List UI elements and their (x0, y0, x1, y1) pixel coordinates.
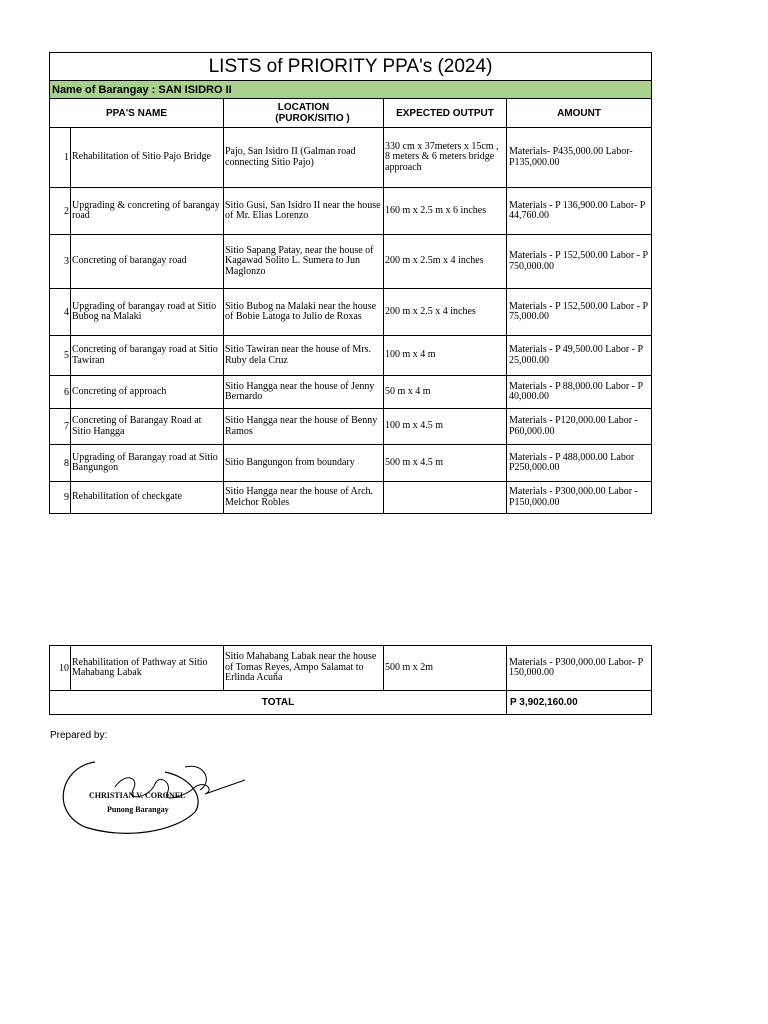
location: Sitio Bubog na Malaki near the house of Bobie Latoga to Julio de Roxas (224, 289, 384, 336)
amount: Materials - P300,000.00 Labor- P 150,000.00 (507, 646, 652, 691)
prepared-by-label: Prepared by: (50, 730, 108, 741)
amount: Materials - P 152,500.00 Labor - P 75,000.00 (507, 289, 652, 336)
table-row (50, 289, 652, 336)
ppa-name: Rehabilitation of Pathway at Sitio Mahabang Labak (71, 646, 224, 691)
ppa-table-continuation (49, 645, 651, 715)
location: Sitio Hangga near the house of Benny Ramos (224, 409, 384, 445)
signature-image (55, 742, 255, 842)
location: Sitio Sapang Patay, near the house of Kagawad Solito L. Sumera to Jun Maglonzo (224, 235, 384, 289)
table-row (50, 376, 652, 409)
row-number: 10 (50, 646, 71, 691)
ppa-name: Rehabilitation of checkgate (71, 482, 224, 514)
ppa-name: Concreting of approach (71, 376, 224, 409)
table-row (50, 482, 652, 514)
signatory-name: CHRISTIAN V. CORONEL (89, 791, 186, 800)
row-number: 1 (50, 128, 71, 188)
location: Sitio Gusi, San Isidro II near the house of Mr. Elias Lorenzo (224, 188, 384, 235)
expected-output: 160 m x 2.5 m x 6 inches (384, 188, 507, 235)
expected-output: 50 m x 4 m (384, 376, 507, 409)
location: Sitio Hangga near the house of Arch. Melchor Robles (224, 482, 384, 514)
location: Sitio Bangungon from boundary (224, 445, 384, 482)
header-expected-output: EXPECTED OUTPUT (384, 99, 507, 128)
ppa-name: Concreting of barangay road (71, 235, 224, 289)
ppa-name: Rehabilitation of Sitio Pajo Bridge (71, 128, 224, 188)
expected-output: 500 m x 2m (384, 646, 507, 691)
expected-output: 200 m x 2.5 x 4 inches (384, 289, 507, 336)
ppa-table-part2 (49, 645, 652, 715)
location: Sitio Mahabang Labak near the house of Tomas Reyes, Ampo Salamat to Erlinda Acuña (224, 646, 384, 691)
table-row (50, 336, 652, 376)
row-number: 9 (50, 482, 71, 514)
row-number: 7 (50, 409, 71, 445)
page-title: LISTS of PRIORITY PPA's (2024) (50, 53, 652, 81)
expected-output: 500 m x 4.5 m (384, 445, 507, 482)
table-row (50, 235, 652, 289)
amount: Materials - P300,000.00 Labor - P150,000.00 (507, 482, 652, 514)
row-number: 8 (50, 445, 71, 482)
barangay-name: Name of Barangay : SAN ISIDRO II (50, 81, 652, 99)
expected-output: 330 cm x 37meters x 15cm , 8 meters & 6 meters bridge approach (384, 128, 507, 188)
amount: Materials - P 488,000.00 Labor P250,000.00 (507, 445, 652, 482)
ppa-table-container (49, 52, 651, 514)
header-amount: AMOUNT (507, 99, 652, 128)
header-location-line1: LOCATION (277, 102, 330, 113)
row-number: 6 (50, 376, 71, 409)
row-number: 2 (50, 188, 71, 235)
row-number: 4 (50, 289, 71, 336)
ppa-name: Concreting of Barangay Road at Sitio Hangga (71, 409, 224, 445)
row-number: 5 (50, 336, 71, 376)
ppa-name: Concreting of barangay road at Sitio Tawiran (71, 336, 224, 376)
location: Pajo, San Isidro II (Galman road connecting Sitio Pajo) (224, 128, 384, 188)
expected-output: 200 m x 2.5m x 4 inches (384, 235, 507, 289)
location: Sitio Tawiran near the house of Mrs. Ruby dela Cruz (224, 336, 384, 376)
ppa-name: Upgrading & concreting of barangay road (71, 188, 224, 235)
header-location (224, 99, 384, 128)
expected-output: 100 m x 4 m (384, 336, 507, 376)
table-row (50, 128, 652, 188)
amount: Materials - P 88,000.00 Labor - P 40,000.00 (507, 376, 652, 409)
amount: Materials - P 49,500.00 Labor - P 25,000.00 (507, 336, 652, 376)
ppa-table (49, 52, 652, 514)
amount: Materials- P435,000.00 Labor- P135,000.00 (507, 128, 652, 188)
table-row (50, 646, 652, 691)
expected-output: 100 m x 4.5 m (384, 409, 507, 445)
ppa-name: Upgrading of barangay road at Sitio Bubog na Malaki (71, 289, 224, 336)
amount: Materials - P 152,500.00 Labor - P 750,000.00 (507, 235, 652, 289)
location: Sitio Hangga near the house of Jenny Bernardo (224, 376, 384, 409)
amount: Materials - P120,000.00 Labor - P60,000.00 (507, 409, 652, 445)
table-row (50, 445, 652, 482)
signatory-title: Punong Barangay (107, 805, 169, 814)
total-label: TOTAL (50, 691, 507, 715)
total-row (50, 691, 652, 715)
ppa-name: Upgrading of Barangay road at Sitio Bangungon (71, 445, 224, 482)
total-value: P 3,902,160.00 (507, 691, 652, 715)
amount: Materials - P 136,900.00 Labor- P 44,760.00 (507, 188, 652, 235)
table-row (50, 188, 652, 235)
table-row (50, 409, 652, 445)
expected-output (384, 482, 507, 514)
header-ppa-name: PPA'S NAME (50, 99, 224, 128)
header-location-line2: (PUROK/SITIO ) (275, 113, 350, 124)
row-number: 3 (50, 235, 71, 289)
